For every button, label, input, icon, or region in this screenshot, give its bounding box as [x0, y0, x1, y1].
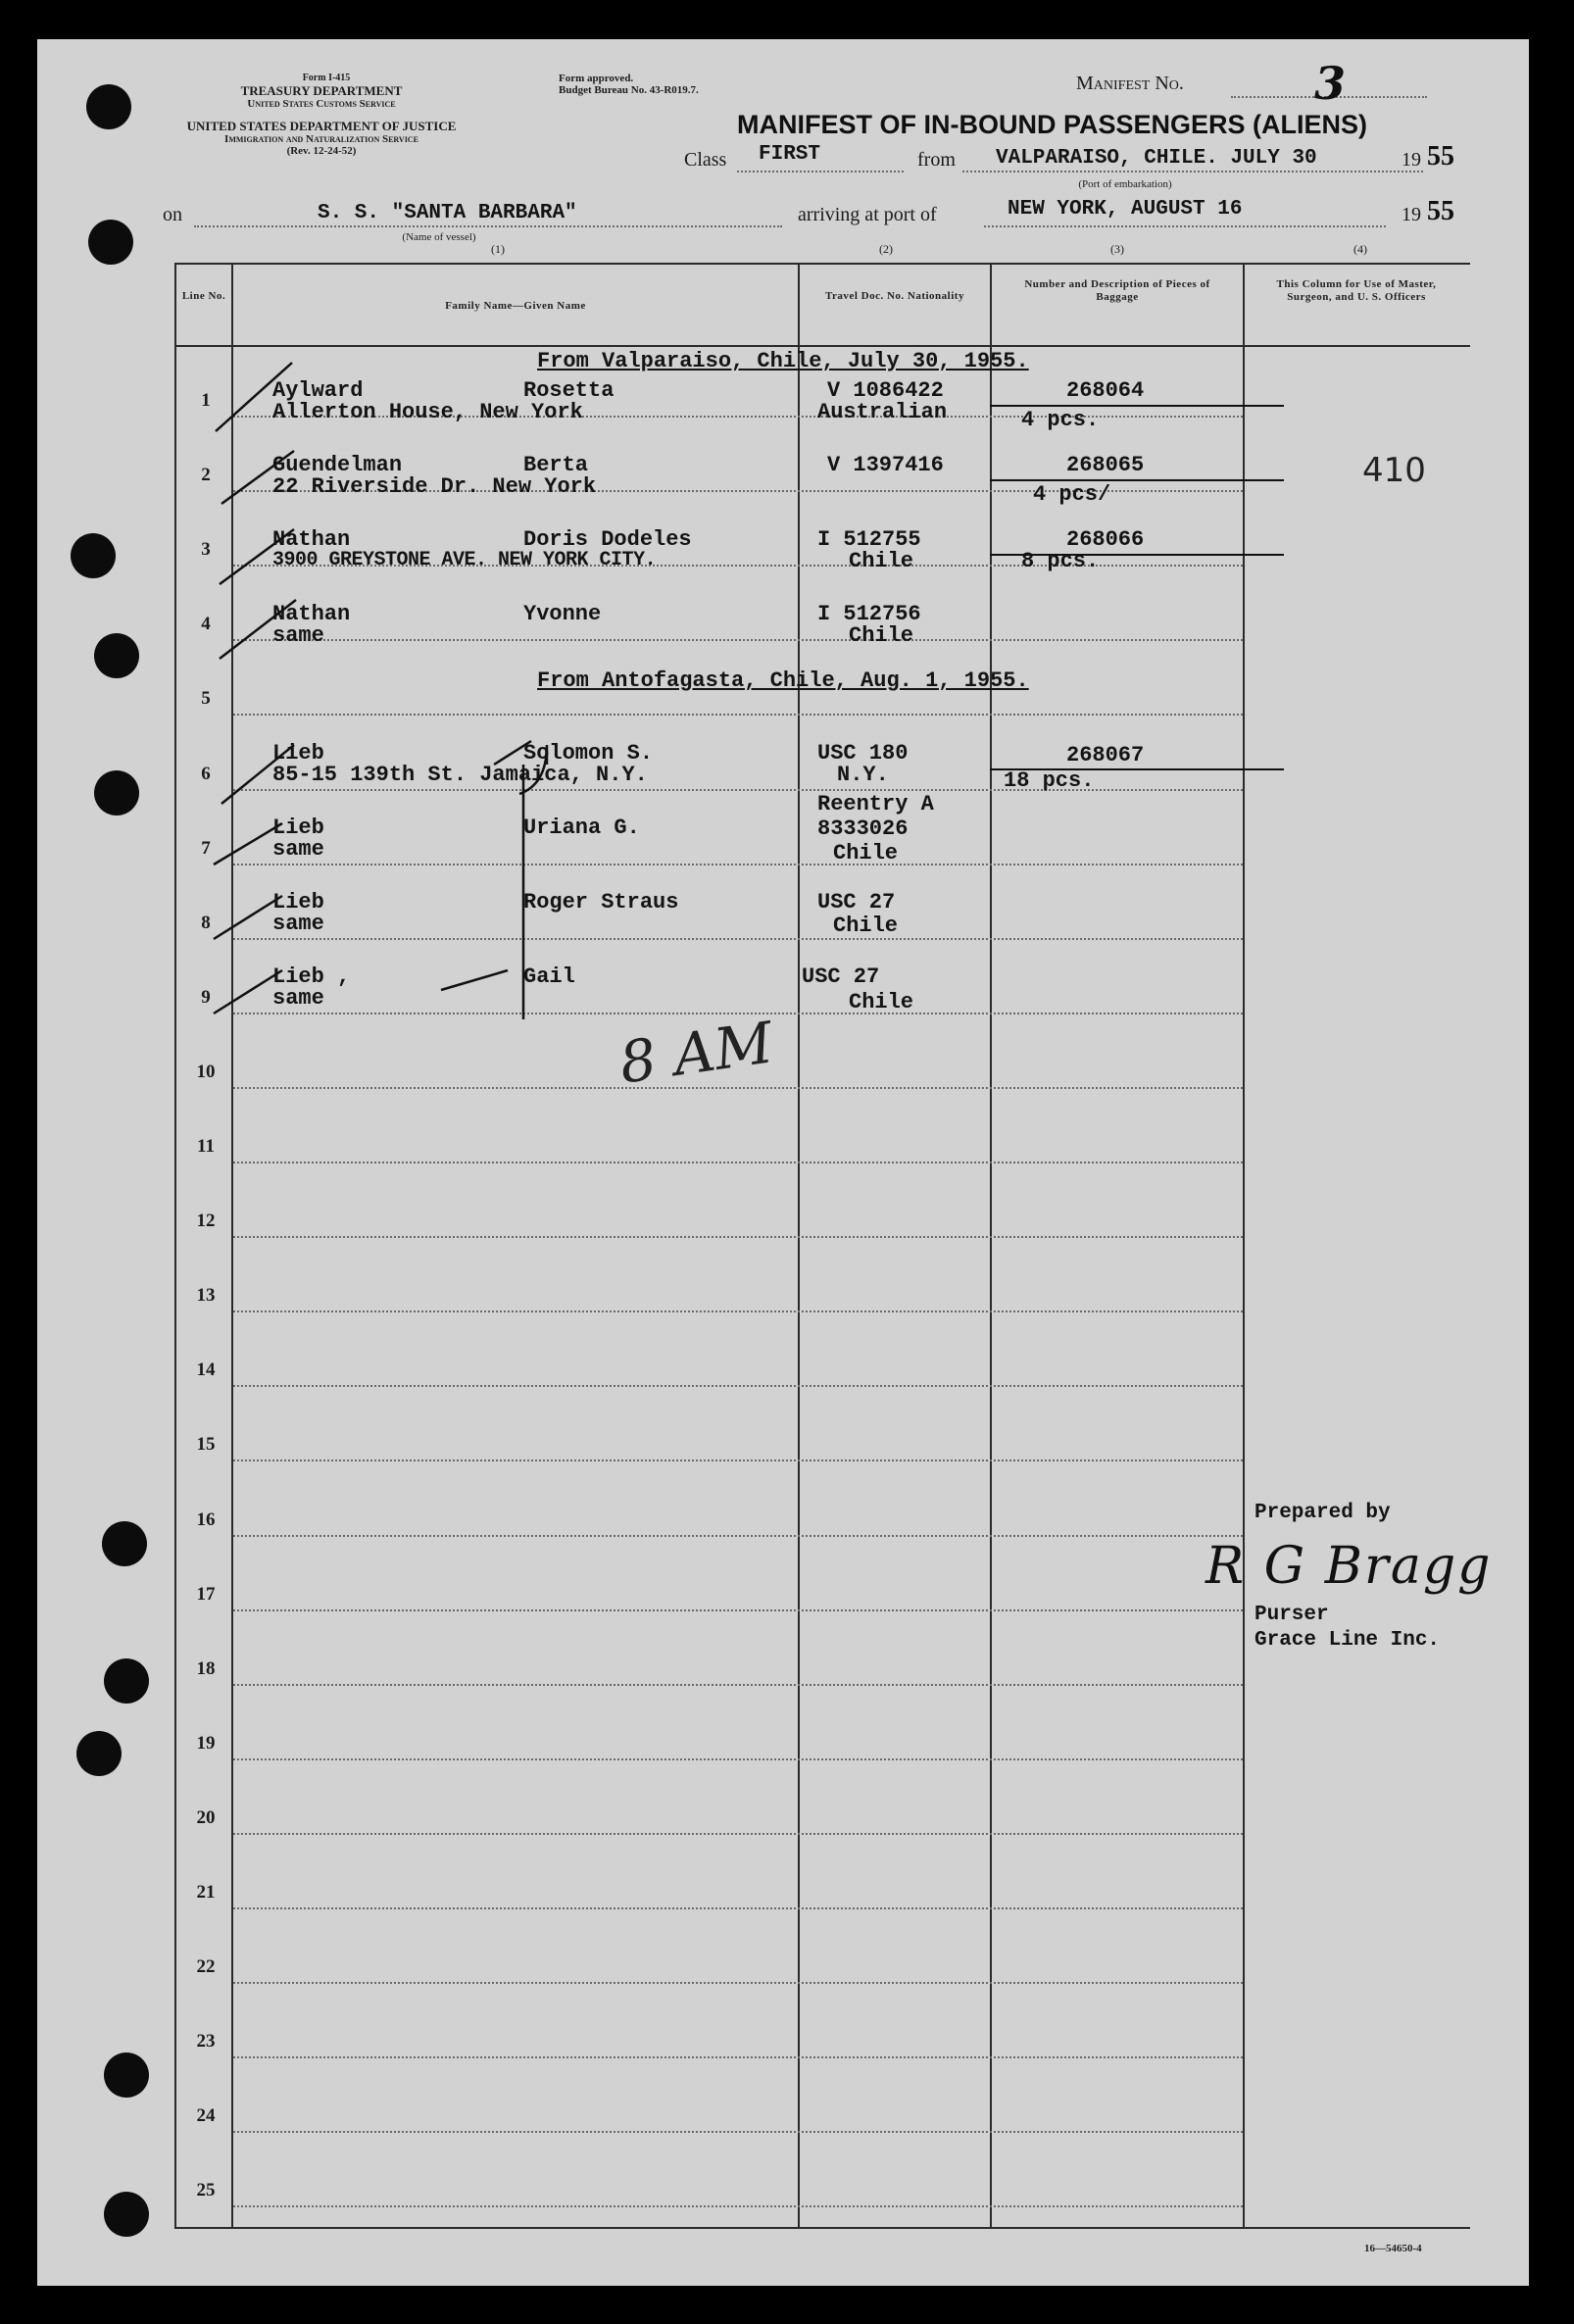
p6-baggage-no: 268067 — [1066, 743, 1145, 767]
from-label: from — [917, 149, 956, 171]
line-number: 23 — [196, 2031, 216, 2052]
line-number: 12 — [196, 1211, 216, 1232]
p8-family: Lieb — [272, 890, 324, 915]
p1-baggage-no: 268064 — [1066, 378, 1145, 403]
p6-family: Lieb — [272, 741, 324, 766]
col-header-baggage: Number and Description of Pieces of Baggage — [1024, 278, 1210, 303]
col-ref-2: (2) — [879, 242, 893, 256]
line-number: 1 — [201, 390, 211, 411]
form-approved: Form approved. — [559, 73, 634, 84]
p3-baggage-no: 268066 — [1066, 527, 1145, 552]
treasury-dept: TREASURY DEPARTMENT — [240, 83, 403, 98]
class-label: Class — [684, 149, 727, 171]
p9-given: Gail — [523, 964, 575, 989]
budget-bureau: Budget Bureau No. 43-R019.7. — [559, 84, 699, 96]
vessel-caption: (Name of vessel) — [402, 231, 476, 243]
vessel-name: S. S. "SANTA BARBARA" — [318, 202, 577, 224]
p4-doc: I 512756 — [817, 602, 921, 626]
line-number: 14 — [196, 1360, 216, 1381]
p6-address: 85-15 139th St. Jamaica, N.Y. — [272, 763, 648, 787]
p9-address: same — [272, 986, 324, 1011]
line-number: 4 — [201, 614, 211, 635]
purser-title: Purser — [1254, 1604, 1329, 1626]
line-number: 5 — [201, 688, 211, 710]
line-number: 7 — [201, 837, 211, 859]
p3-doc: I 512755 — [817, 527, 921, 552]
manifest-no-label: Manifest No. — [1076, 73, 1184, 94]
col-header-officers: This Column for Use of Master, Surgeon, and U. S. Officers — [1276, 278, 1437, 303]
section-valparaiso: From Valparaiso, Chile, July 30, 1955. — [537, 349, 1029, 373]
arriving-label: arriving at port of — [798, 204, 937, 225]
line-number: 10 — [196, 1061, 216, 1082]
ins-service: Immigration and Naturalization Service — [224, 133, 418, 145]
p4-nationality: Chile — [849, 623, 914, 648]
class-value: FIRST — [759, 143, 821, 166]
col-header-name: Family Name—Given Name — [445, 300, 586, 312]
p1-address: Allerton House, New York — [272, 400, 583, 424]
p8-doc: USC 27 — [817, 890, 896, 915]
p2-given: Berta — [523, 453, 589, 477]
punch-hole — [76, 1731, 122, 1776]
line-number: 22 — [196, 1956, 216, 1978]
p6-nationality: N.Y. — [837, 763, 889, 787]
handwritten-note: 8 AM — [615, 1009, 777, 1097]
col-ref-3: (3) — [1110, 242, 1124, 256]
line-number: 11 — [197, 1136, 215, 1157]
line-number: 18 — [196, 1657, 216, 1679]
line-number: 6 — [201, 763, 211, 784]
line-number: 9 — [201, 986, 211, 1008]
year-2: 55 — [1427, 196, 1454, 226]
p9-family: Lieb , — [272, 964, 351, 989]
p8-given: Roger Straus — [523, 890, 679, 915]
p6-doc: USC 180 — [817, 741, 909, 766]
col-header-doc: Travel Doc. No. Nationality — [825, 290, 964, 302]
p1-given: Rosetta — [523, 378, 615, 403]
p2-baggage-no: 268065 — [1066, 453, 1145, 477]
p2-family: Guendelman — [272, 453, 403, 477]
p1-family: Aylward — [272, 378, 364, 403]
punch-hole — [104, 2192, 149, 2237]
punch-hole — [104, 2052, 149, 2098]
section-antofagasta: From Antofagasta, Chile, Aug. 1, 1955. — [537, 668, 1029, 693]
line-number: 24 — [196, 2105, 216, 2127]
manifest-number: 3 — [1314, 57, 1347, 110]
punch-hole — [104, 1658, 149, 1704]
prepared-label: Prepared by — [1254, 1502, 1391, 1524]
year-prefix-1: 19 — [1402, 149, 1421, 171]
line-number: 16 — [196, 1508, 216, 1530]
purser-signature: R G Bragg — [1205, 1537, 1493, 1596]
p6-given: Solomon S. — [523, 741, 654, 766]
col-header-line: Line No. — [181, 290, 226, 302]
company-name: Grace Line Inc. — [1254, 1629, 1441, 1652]
p3-family: Nathan — [272, 527, 351, 552]
p3-given: Doris Dodeles — [523, 527, 692, 552]
line-number: 3 — [201, 539, 211, 561]
p1-nationality: Australian — [817, 400, 948, 424]
p3-address: 3900 GREYSTONE AVE. NEW YORK CITY. — [272, 549, 657, 571]
year-prefix-2: 19 — [1402, 204, 1421, 225]
arrival-value: NEW YORK, AUGUST 16 — [1008, 198, 1243, 221]
line-number: 19 — [196, 1732, 216, 1754]
col-ref-1: (1) — [491, 242, 505, 256]
line-number: 21 — [196, 1882, 216, 1903]
line-number: 20 — [196, 1806, 216, 1828]
p2-doc: V 1397416 — [827, 453, 944, 477]
p9-nationality: Chile — [849, 990, 914, 1014]
p6-pieces: 18 pcs. — [1004, 768, 1095, 793]
p3-nationality: Chile — [849, 549, 914, 573]
justice-dept: UNITED STATES DEPARTMENT OF JUSTICE — [186, 119, 457, 133]
p1-pieces: 4 pcs. — [1021, 408, 1100, 432]
embark-caption: (Port of embarkation) — [1078, 178, 1172, 190]
line-number: 25 — [196, 2180, 216, 2201]
punch-hole — [88, 220, 133, 265]
p7-family: Lieb — [272, 816, 324, 840]
manifest-sheet — [37, 39, 1529, 2286]
officer-note: 410 — [1362, 451, 1426, 490]
p7-given: Uriana G. — [523, 816, 640, 840]
punch-hole — [71, 533, 116, 578]
punch-hole — [94, 770, 139, 816]
line-number: 2 — [201, 465, 211, 486]
line-number: 17 — [196, 1583, 216, 1605]
punch-hole — [86, 84, 131, 129]
p9-doc: USC 27 — [802, 964, 880, 989]
p7-doc: Reentry A 8333026 — [817, 792, 934, 841]
p8-address: same — [272, 912, 324, 936]
p7-address: same — [272, 837, 324, 862]
punch-hole — [102, 1521, 147, 1566]
line-number: 13 — [196, 1285, 216, 1307]
line-number: 15 — [196, 1434, 216, 1456]
year-1: 55 — [1427, 141, 1454, 172]
punch-hole — [94, 633, 139, 678]
p4-family: Nathan — [272, 602, 351, 626]
form-number: Form I-415 — [302, 73, 351, 83]
manifest-title: MANIFEST OF IN-BOUND PASSENGERS (ALIENS) — [737, 110, 1368, 139]
line-number: 8 — [201, 912, 211, 933]
p2-pieces: 4 pcs/ — [1033, 482, 1111, 507]
p2-address: 22 Riverside Dr. New York — [272, 474, 597, 499]
from-value: VALPARAISO, CHILE. JULY 30 — [996, 147, 1317, 170]
p1-doc: V 1086422 — [827, 378, 944, 403]
col-ref-4: (4) — [1353, 242, 1367, 256]
p4-given: Yvonne — [523, 602, 602, 626]
rev-date: (Rev. 12-24-52) — [286, 145, 357, 157]
on-label: on — [163, 204, 182, 225]
p3-pieces: 8 pcs. — [1021, 549, 1100, 573]
customs-service: United States Customs Service — [247, 98, 396, 110]
p7-nationality: Chile — [833, 841, 899, 865]
p8-nationality: Chile — [833, 914, 899, 938]
p4-address: same — [272, 623, 324, 648]
check-marks — [37, 39, 1529, 2286]
footer-code: 16—54650-4 — [1364, 2243, 1422, 2254]
